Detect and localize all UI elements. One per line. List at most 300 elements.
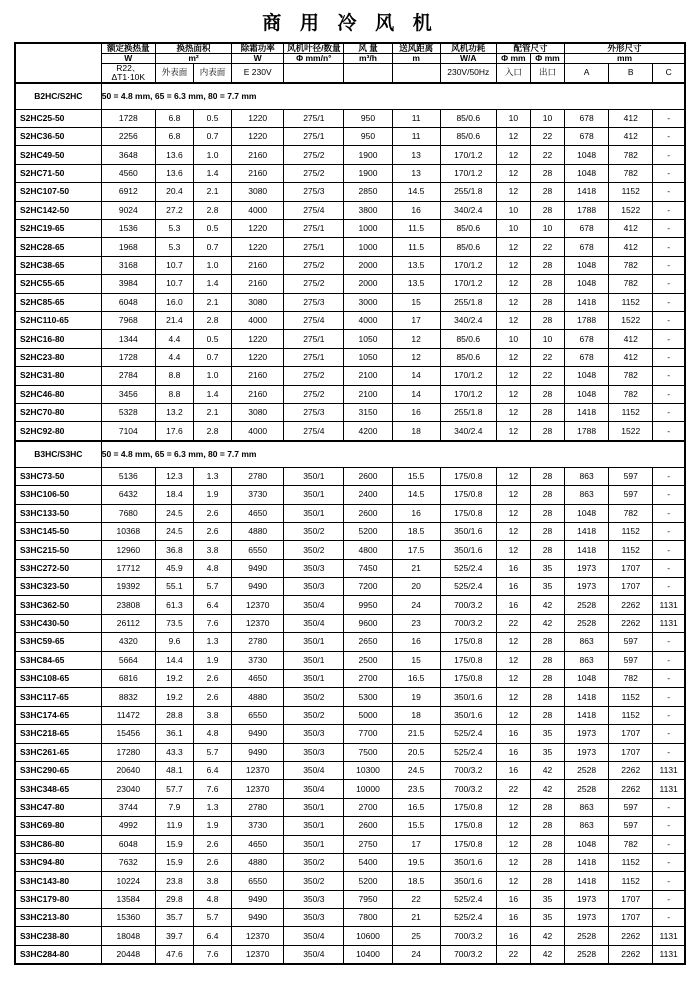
value-cell: 350/3	[284, 559, 344, 577]
value-cell: 13.6	[155, 146, 193, 164]
value-cell: 12	[496, 872, 530, 890]
value-cell: 1.3	[194, 798, 232, 816]
value-cell: 12	[496, 183, 530, 201]
value-cell: 28	[530, 311, 564, 329]
value-cell: 412	[609, 109, 653, 127]
value-cell: 19392	[101, 578, 155, 596]
value-cell: 1707	[609, 559, 653, 577]
value-cell: 3.8	[194, 872, 232, 890]
value-cell: 782	[609, 256, 653, 274]
value-cell: 22	[530, 238, 564, 256]
table-row	[15, 761, 685, 779]
value-cell: 4880	[232, 688, 284, 706]
value-cell: 18048	[101, 927, 155, 945]
value-cell: 2780	[232, 467, 284, 485]
value-cell: 2784	[101, 367, 155, 385]
value-cell: 2.8	[194, 422, 232, 441]
table-body	[15, 83, 685, 965]
value-cell: 350/3	[284, 578, 344, 596]
value-cell: 16	[392, 403, 440, 421]
value-cell: 275/2	[284, 385, 344, 403]
value-cell: 1418	[565, 688, 609, 706]
value-cell: 23.8	[155, 872, 193, 890]
value-cell: 16	[496, 909, 530, 927]
value-cell: 15	[392, 651, 440, 669]
value-cell: 700/3.2	[440, 780, 496, 798]
value-cell: -	[653, 817, 685, 835]
value-cell: 7.6	[194, 945, 232, 964]
value-cell: 350/4	[284, 614, 344, 632]
value-cell: 10.7	[155, 275, 193, 293]
value-cell: 1344	[101, 330, 155, 348]
value-cell: -	[653, 422, 685, 441]
value-cell: 28	[530, 385, 564, 403]
value-cell: 8.8	[155, 385, 193, 403]
value-cell: 412	[609, 238, 653, 256]
value-cell: 597	[609, 467, 653, 485]
value-cell: -	[653, 183, 685, 201]
value-cell: 15	[392, 293, 440, 311]
value-cell: 255/1.8	[440, 403, 496, 421]
header-throw-unit: m	[392, 53, 440, 63]
value-cell: 782	[609, 275, 653, 293]
value-cell: 12	[496, 670, 530, 688]
value-cell: 16	[496, 559, 530, 577]
value-cell: 350/1	[284, 817, 344, 835]
value-cell: 782	[609, 164, 653, 182]
value-cell: 1220	[232, 238, 284, 256]
value-cell: -	[653, 367, 685, 385]
value-cell: 597	[609, 817, 653, 835]
value-cell: 1.9	[194, 817, 232, 835]
value-cell: 47.6	[155, 945, 193, 964]
value-cell: 1728	[101, 109, 155, 127]
value-cell: 23	[392, 614, 440, 632]
header-area: 换热面积	[155, 43, 231, 53]
value-cell: 28	[530, 275, 564, 293]
value-cell: 7632	[101, 853, 155, 871]
value-cell: 275/1	[284, 220, 344, 238]
value-cell: -	[653, 798, 685, 816]
value-cell: 1048	[565, 146, 609, 164]
value-cell: 28	[530, 467, 564, 485]
table-row	[15, 798, 685, 816]
value-cell: 1418	[565, 522, 609, 540]
value-cell: -	[653, 486, 685, 504]
value-cell: 14	[392, 385, 440, 403]
value-cell: 28	[530, 835, 564, 853]
value-cell: 4560	[101, 164, 155, 182]
value-cell: 4650	[232, 670, 284, 688]
value-cell: 525/2.4	[440, 890, 496, 908]
value-cell: 1131	[653, 761, 685, 779]
model-cell: S2HC31-80	[15, 367, 101, 385]
value-cell: 36.8	[155, 541, 193, 559]
value-cell: 7104	[101, 422, 155, 441]
value-cell: 9490	[232, 725, 284, 743]
value-cell: 275/2	[284, 275, 344, 293]
model-cell: S3HC238-80	[15, 927, 101, 945]
header-throw: 送风距离	[392, 43, 440, 53]
value-cell: 2262	[609, 614, 653, 632]
value-cell: 19	[392, 688, 440, 706]
value-cell: 1.0	[194, 256, 232, 274]
value-cell: 2.8	[194, 201, 232, 219]
value-cell: 28	[530, 651, 564, 669]
value-cell: 350/1	[284, 504, 344, 522]
header-airflow: 风 量	[344, 43, 392, 53]
value-cell: 28	[530, 422, 564, 441]
group-header-row	[15, 83, 685, 110]
value-cell: 1.3	[194, 467, 232, 485]
value-cell: 48.1	[155, 761, 193, 779]
table-row	[15, 201, 685, 219]
value-cell: 12	[496, 688, 530, 706]
value-cell: 1418	[565, 403, 609, 421]
value-cell: 1418	[565, 183, 609, 201]
value-cell: 24.5	[155, 504, 193, 522]
value-cell: -	[653, 541, 685, 559]
table-row	[15, 596, 685, 614]
group-name: B3HC/S3HC	[15, 441, 101, 468]
header-dimensions: 外形尺寸	[565, 43, 685, 53]
value-cell: -	[653, 238, 685, 256]
value-cell: 11	[392, 109, 440, 127]
value-cell: 1220	[232, 330, 284, 348]
header-fan: 风机叶径/数量	[284, 43, 344, 53]
value-cell: 255/1.8	[440, 183, 496, 201]
value-cell: 9.6	[155, 633, 193, 651]
value-cell: 0.7	[194, 128, 232, 146]
table-row	[15, 670, 685, 688]
value-cell: 175/0.8	[440, 835, 496, 853]
value-cell: 12	[392, 348, 440, 366]
table-header-row-2	[15, 53, 685, 63]
value-cell: 25	[392, 927, 440, 945]
value-cell: 13.5	[392, 275, 440, 293]
value-cell: 1707	[609, 725, 653, 743]
table-row	[15, 330, 685, 348]
model-cell: S2HC38-65	[15, 256, 101, 274]
value-cell: 1900	[344, 164, 392, 182]
value-cell: 6550	[232, 706, 284, 724]
value-cell: -	[653, 835, 685, 853]
value-cell: 2400	[344, 486, 392, 504]
value-cell: 1418	[565, 706, 609, 724]
model-cell: S3HC213-80	[15, 909, 101, 927]
value-cell: 4200	[344, 422, 392, 441]
value-cell: 350/2	[284, 853, 344, 871]
value-cell: 35	[530, 890, 564, 908]
value-cell: 175/0.8	[440, 817, 496, 835]
value-cell: 170/1.2	[440, 367, 496, 385]
value-cell: 3080	[232, 183, 284, 201]
value-cell: 2160	[232, 385, 284, 403]
value-cell: 5200	[344, 522, 392, 540]
value-cell: 275/4	[284, 311, 344, 329]
table-row	[15, 853, 685, 871]
value-cell: 12	[496, 706, 530, 724]
value-cell: -	[653, 890, 685, 908]
value-cell: 678	[565, 238, 609, 256]
value-cell: 275/1	[284, 238, 344, 256]
value-cell: 350/1.6	[440, 706, 496, 724]
value-cell: 1048	[565, 385, 609, 403]
value-cell: 12370	[232, 596, 284, 614]
value-cell: 1418	[565, 293, 609, 311]
value-cell: 2750	[344, 835, 392, 853]
value-cell: 678	[565, 220, 609, 238]
value-cell: 1522	[609, 422, 653, 441]
value-cell: 5328	[101, 403, 155, 421]
header-dim-b: B	[609, 63, 653, 82]
value-cell: -	[653, 311, 685, 329]
value-cell: 17712	[101, 559, 155, 577]
value-cell: 350/3	[284, 890, 344, 908]
value-cell: 350/1	[284, 633, 344, 651]
model-cell: S3HC174-65	[15, 706, 101, 724]
value-cell: 1131	[653, 596, 685, 614]
model-cell: S2HC107-50	[15, 183, 101, 201]
value-cell: 15.5	[392, 467, 440, 485]
value-cell: 350/1.6	[440, 853, 496, 871]
value-cell: 1048	[565, 164, 609, 182]
value-cell: 1900	[344, 146, 392, 164]
value-cell: 10	[496, 330, 530, 348]
value-cell: 1048	[565, 367, 609, 385]
value-cell: -	[653, 743, 685, 761]
value-cell: 12	[496, 146, 530, 164]
value-cell: 1973	[565, 890, 609, 908]
value-cell: 11472	[101, 706, 155, 724]
value-cell: 1048	[565, 275, 609, 293]
value-cell: 85/0.6	[440, 109, 496, 127]
value-cell: 3456	[101, 385, 155, 403]
value-cell: 1707	[609, 909, 653, 927]
table-row	[15, 238, 685, 256]
value-cell: 20640	[101, 761, 155, 779]
model-cell: S3HC69-80	[15, 817, 101, 835]
value-cell: 28	[530, 798, 564, 816]
value-cell: 19.2	[155, 670, 193, 688]
value-cell: 10400	[344, 945, 392, 964]
value-cell: 275/1	[284, 330, 344, 348]
value-cell: 0.5	[194, 220, 232, 238]
value-cell: 2528	[565, 945, 609, 964]
value-cell: 1418	[565, 541, 609, 559]
value-cell: 16	[496, 596, 530, 614]
value-cell: 350/1	[284, 467, 344, 485]
value-cell: 12370	[232, 780, 284, 798]
model-cell: S2HC23-80	[15, 348, 101, 366]
value-cell: 1131	[653, 927, 685, 945]
value-cell: 20448	[101, 945, 155, 964]
value-cell: 28	[530, 670, 564, 688]
value-cell: 73.5	[155, 614, 193, 632]
value-cell: -	[653, 688, 685, 706]
value-cell: 2160	[232, 256, 284, 274]
value-cell: 15.9	[155, 853, 193, 871]
value-cell: 16	[496, 578, 530, 596]
value-cell: 13.6	[155, 164, 193, 182]
header-fan-power: 风机功耗	[440, 43, 496, 53]
value-cell: 597	[609, 633, 653, 651]
value-cell: 700/3.2	[440, 761, 496, 779]
value-cell: 5300	[344, 688, 392, 706]
value-cell: 2650	[344, 633, 392, 651]
value-cell: 42	[530, 780, 564, 798]
table-row	[15, 688, 685, 706]
value-cell: 275/2	[284, 164, 344, 182]
value-cell: 275/2	[284, 146, 344, 164]
value-cell: 12	[496, 275, 530, 293]
value-cell: 12	[392, 330, 440, 348]
value-cell: 12	[496, 486, 530, 504]
value-cell: 4650	[232, 835, 284, 853]
value-cell: 12	[496, 467, 530, 485]
value-cell: 1.3	[194, 633, 232, 651]
value-cell: 350/3	[284, 725, 344, 743]
value-cell: 28	[530, 522, 564, 540]
value-cell: 1152	[609, 706, 653, 724]
value-cell: 11	[392, 128, 440, 146]
value-cell: -	[653, 909, 685, 927]
header-throw-note	[392, 63, 440, 82]
value-cell: 10600	[344, 927, 392, 945]
value-cell: 5000	[344, 706, 392, 724]
value-cell: 12	[496, 311, 530, 329]
value-cell: 13584	[101, 890, 155, 908]
value-cell: 42	[530, 596, 564, 614]
model-cell: S3HC362-50	[15, 596, 101, 614]
header-fan-note	[284, 63, 344, 82]
model-cell: S3HC84-65	[15, 651, 101, 669]
value-cell: 782	[609, 385, 653, 403]
value-cell: 10.7	[155, 256, 193, 274]
value-cell: 340/2.4	[440, 311, 496, 329]
value-cell: 175/0.8	[440, 467, 496, 485]
value-cell: 9490	[232, 559, 284, 577]
value-cell: 28	[530, 486, 564, 504]
model-cell: S3HC284-80	[15, 945, 101, 964]
table-row	[15, 367, 685, 385]
value-cell: 275/1	[284, 128, 344, 146]
value-cell: 12	[496, 128, 530, 146]
value-cell: -	[653, 504, 685, 522]
model-cell: S3HC261-65	[15, 743, 101, 761]
value-cell: 23.5	[392, 780, 440, 798]
value-cell: 170/1.2	[440, 275, 496, 293]
value-cell: 35.7	[155, 909, 193, 927]
value-cell: 12	[496, 504, 530, 522]
value-cell: 2262	[609, 927, 653, 945]
model-cell: S2HC92-80	[15, 422, 101, 441]
value-cell: 15360	[101, 909, 155, 927]
value-cell: -	[653, 872, 685, 890]
value-cell: 678	[565, 109, 609, 127]
value-cell: -	[653, 256, 685, 274]
header-capacity: 额定换热量	[101, 43, 155, 53]
value-cell: 1973	[565, 725, 609, 743]
value-cell: 2.8	[194, 311, 232, 329]
table-row	[15, 422, 685, 441]
value-cell: 10000	[344, 780, 392, 798]
value-cell: 350/4	[284, 780, 344, 798]
value-cell: 525/2.4	[440, 559, 496, 577]
value-cell: 28	[530, 183, 564, 201]
value-cell: 412	[609, 348, 653, 366]
value-cell: 678	[565, 348, 609, 366]
value-cell: 12960	[101, 541, 155, 559]
value-cell: 6912	[101, 183, 155, 201]
page-title: 商 用 冷 风 机	[262, 12, 438, 34]
value-cell: 4.8	[194, 559, 232, 577]
value-cell: 2780	[232, 633, 284, 651]
value-cell: 2160	[232, 164, 284, 182]
table-row	[15, 109, 685, 127]
value-cell: 20	[392, 578, 440, 596]
value-cell: 175/0.8	[440, 670, 496, 688]
value-cell: 1220	[232, 109, 284, 127]
model-cell: S2HC36-50	[15, 128, 101, 146]
value-cell: 13	[392, 164, 440, 182]
value-cell: 275/2	[284, 256, 344, 274]
value-cell: 275/3	[284, 403, 344, 421]
value-cell: -	[653, 522, 685, 540]
value-cell: 28.8	[155, 706, 193, 724]
header-dim-c: C	[653, 63, 685, 82]
table-row	[15, 522, 685, 540]
value-cell: 24.5	[392, 761, 440, 779]
value-cell: 27.2	[155, 201, 193, 219]
value-cell: 9490	[232, 909, 284, 927]
value-cell: 1707	[609, 578, 653, 596]
value-cell: 4000	[232, 422, 284, 441]
value-cell: 1536	[101, 220, 155, 238]
table-row	[15, 872, 685, 890]
value-cell: 22	[496, 945, 530, 964]
table-row	[15, 486, 685, 504]
value-cell: 1.4	[194, 164, 232, 182]
value-cell: 28	[530, 872, 564, 890]
table-row	[15, 128, 685, 146]
model-cell: S2HC19-65	[15, 220, 101, 238]
model-cell: S2HC70-80	[15, 403, 101, 421]
value-cell: 275/3	[284, 183, 344, 201]
value-cell: 350/4	[284, 945, 344, 964]
model-cell: S2HC55-65	[15, 275, 101, 293]
value-cell: 782	[609, 146, 653, 164]
value-cell: 28	[530, 293, 564, 311]
model-cell: S3HC106-50	[15, 486, 101, 504]
value-cell: 863	[565, 467, 609, 485]
value-cell: 700/3.2	[440, 927, 496, 945]
header-defrost-note: E 230V	[232, 63, 284, 82]
header-pipe-size: 配管尺寸	[496, 43, 564, 53]
value-cell: 0.7	[194, 348, 232, 366]
group-note: 50 = 4.8 mm, 65 = 6.3 mm, 80 = 7.7 mm	[101, 83, 685, 110]
value-cell: 782	[609, 835, 653, 853]
value-cell: 350/2	[284, 872, 344, 890]
header-area-in: 内表面	[194, 63, 232, 82]
value-cell: 350/2	[284, 706, 344, 724]
value-cell: 12	[496, 651, 530, 669]
value-cell: 1728	[101, 348, 155, 366]
value-cell: 350/3	[284, 743, 344, 761]
value-cell: 4000	[232, 201, 284, 219]
value-cell: 15.5	[392, 817, 440, 835]
value-cell: 2262	[609, 780, 653, 798]
